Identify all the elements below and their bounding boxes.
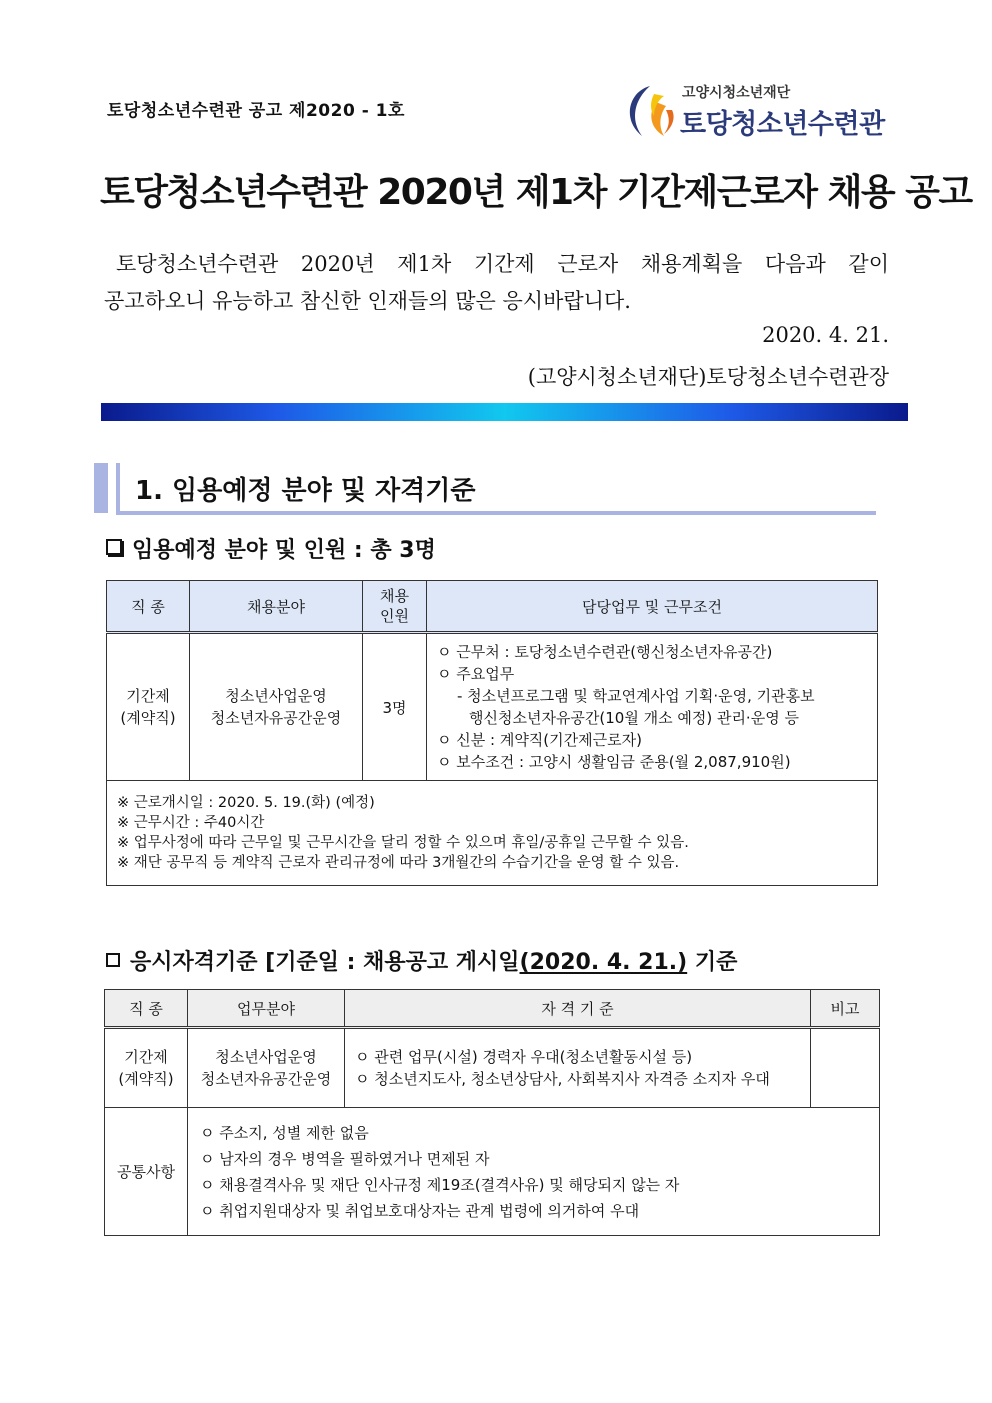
- table-header-row: [105, 990, 880, 1028]
- header-job-type: 직 종: [105, 990, 188, 1028]
- table-row: [107, 633, 878, 781]
- condition-item: ㅇ 신분 : 계약직(기간제근로자): [437, 731, 642, 749]
- table-row: [105, 1028, 880, 1108]
- common-item: ㅇ 남자의 경우 병역을 필하였거나 면제된 자: [200, 1149, 490, 1168]
- notes-row: [107, 781, 878, 886]
- qualifications-suffix: 기준: [687, 950, 738, 975]
- cell-common-label: 공통사항: [105, 1108, 188, 1236]
- intro-paragraph: [104, 246, 889, 320]
- note-item: ※ 재단 공무직 등 계약직 근로자 관리규정에 따라 3개월간의 수습기간을 운영 할 수 있음.: [117, 855, 680, 871]
- condition-item: ㅇ 보수조건 : 고양시 생활임금 준용(월 2,087,910원): [437, 753, 791, 771]
- header-criteria: 자 격 기 준: [345, 990, 811, 1028]
- cell-work-field: [188, 1028, 345, 1108]
- cell-criteria: [345, 1028, 811, 1108]
- common-row: [105, 1108, 880, 1236]
- condition-item: ㅇ 주요업무: [437, 665, 515, 683]
- note-item: ※ 근무시간 : 주40시간: [117, 815, 265, 831]
- logo-emblem-icon: [620, 80, 680, 142]
- organization-logo: [620, 80, 885, 142]
- job-type-text: 기간제 (계약직): [120, 687, 176, 727]
- subsection-qualifications: [106, 945, 737, 976]
- cell-common-requirements: [188, 1108, 880, 1236]
- cell-job-type: [105, 1028, 188, 1108]
- note-item: ※ 근로개시일 : 2020. 5. 19.(화) (예정): [117, 795, 375, 811]
- header-count-label: 채용 인원: [380, 587, 409, 625]
- qualifications-table: [104, 989, 880, 1236]
- section-accent-bar: [94, 463, 108, 513]
- notice-date: 2020. 4. 21.: [762, 323, 889, 347]
- note-item: ※ 업무사정에 따라 근무일 및 근무시간을 달리 정할 수 있으며 휴일/공휴일 근무할 수 있음.: [117, 835, 689, 851]
- header-count: [363, 581, 427, 633]
- condition-item: 행신청소년자유공간(10월 개소 예정) 관리·운영 등: [469, 709, 799, 727]
- cell-count: 3명: [363, 633, 427, 781]
- criteria-item: ㅇ 청소년지도사, 청소년상담사, 사회복지사 자격증 소지자 우대: [355, 1070, 770, 1088]
- common-item: ㅇ 채용결격사유 및 재단 인사규정 제19조(결격사유) 및 해당되지 않는 자: [200, 1175, 680, 1194]
- condition-item: ㅇ 근무처 : 토당청소년수련관(행신청소년자유공간): [437, 643, 773, 661]
- checkbox-bullet-icon: [106, 953, 120, 967]
- positions-table: [106, 580, 878, 886]
- subsection-positions: [106, 533, 436, 564]
- table-header-row: [107, 581, 878, 633]
- qualifications-prefix: 응시자격기준 [기준일 : 채용공고 게시일: [130, 950, 520, 975]
- page-title: 토당청소년수련관 2020년 제1차 기간제근로자 채용 공고: [100, 172, 972, 213]
- notice-number: 토당청소년수련관 공고 제2020 - 1호: [107, 101, 405, 121]
- intro-line-2: 공고하오니 유능하고 참신한 인재들의 많은 응시바랍니다.: [104, 289, 631, 313]
- cell-conditions: [427, 633, 878, 781]
- header-remarks: 비고: [811, 990, 880, 1028]
- cell-notes: [107, 781, 878, 886]
- header-job-type: 직 종: [107, 581, 190, 633]
- condition-item: - 청소년프로그램 및 학교연계사업 기획·운영, 기관홍보: [457, 687, 815, 705]
- logo-title: 토당청소년수련관: [680, 109, 885, 140]
- work-field-text: 청소년사업운영 청소년자유공간운영: [200, 1048, 332, 1088]
- header-field: 채용분야: [190, 581, 363, 633]
- intro-line-1: 토당청소년수련관 2020년 제1차 기간제 근로자 채용계획을 다음과 같이: [116, 252, 889, 276]
- qualifications-date: (2020. 4. 21.): [519, 950, 688, 975]
- cell-field: [190, 633, 363, 781]
- common-item: ㅇ 취업지원대상자 및 취업보호대상자는 관계 법령에 의거하여 우대: [200, 1201, 640, 1220]
- section-accent-inner: [116, 463, 120, 513]
- section-underline: [116, 511, 876, 515]
- subsection-positions-label: 임용예정 분야 및 인원 : 총 3명: [132, 538, 436, 563]
- cell-remarks: [811, 1028, 880, 1108]
- header-work-field: 업무분야: [188, 990, 345, 1028]
- issuer: (고양시청소년재단)토당청소년수련관장: [527, 365, 889, 389]
- checkbox-bullet-icon: [106, 539, 122, 555]
- criteria-item: ㅇ 관련 업무(시설) 경력자 우대(청소년활동시설 등): [355, 1048, 693, 1066]
- cell-job-type: [107, 633, 190, 781]
- header-duties: 담당업무 및 근무조건: [427, 581, 878, 633]
- logo-subtitle: 고양시청소년재단: [682, 85, 791, 101]
- section-title: 1. 임용예정 분야 및 자격기준: [135, 476, 476, 506]
- gradient-divider: [101, 403, 908, 421]
- job-type-text: 기간제 (계약직): [118, 1048, 174, 1088]
- field-text: 청소년사업운영 청소년자유공간운영: [210, 687, 342, 727]
- common-item: ㅇ 주소지, 성별 제한 없음: [200, 1123, 369, 1142]
